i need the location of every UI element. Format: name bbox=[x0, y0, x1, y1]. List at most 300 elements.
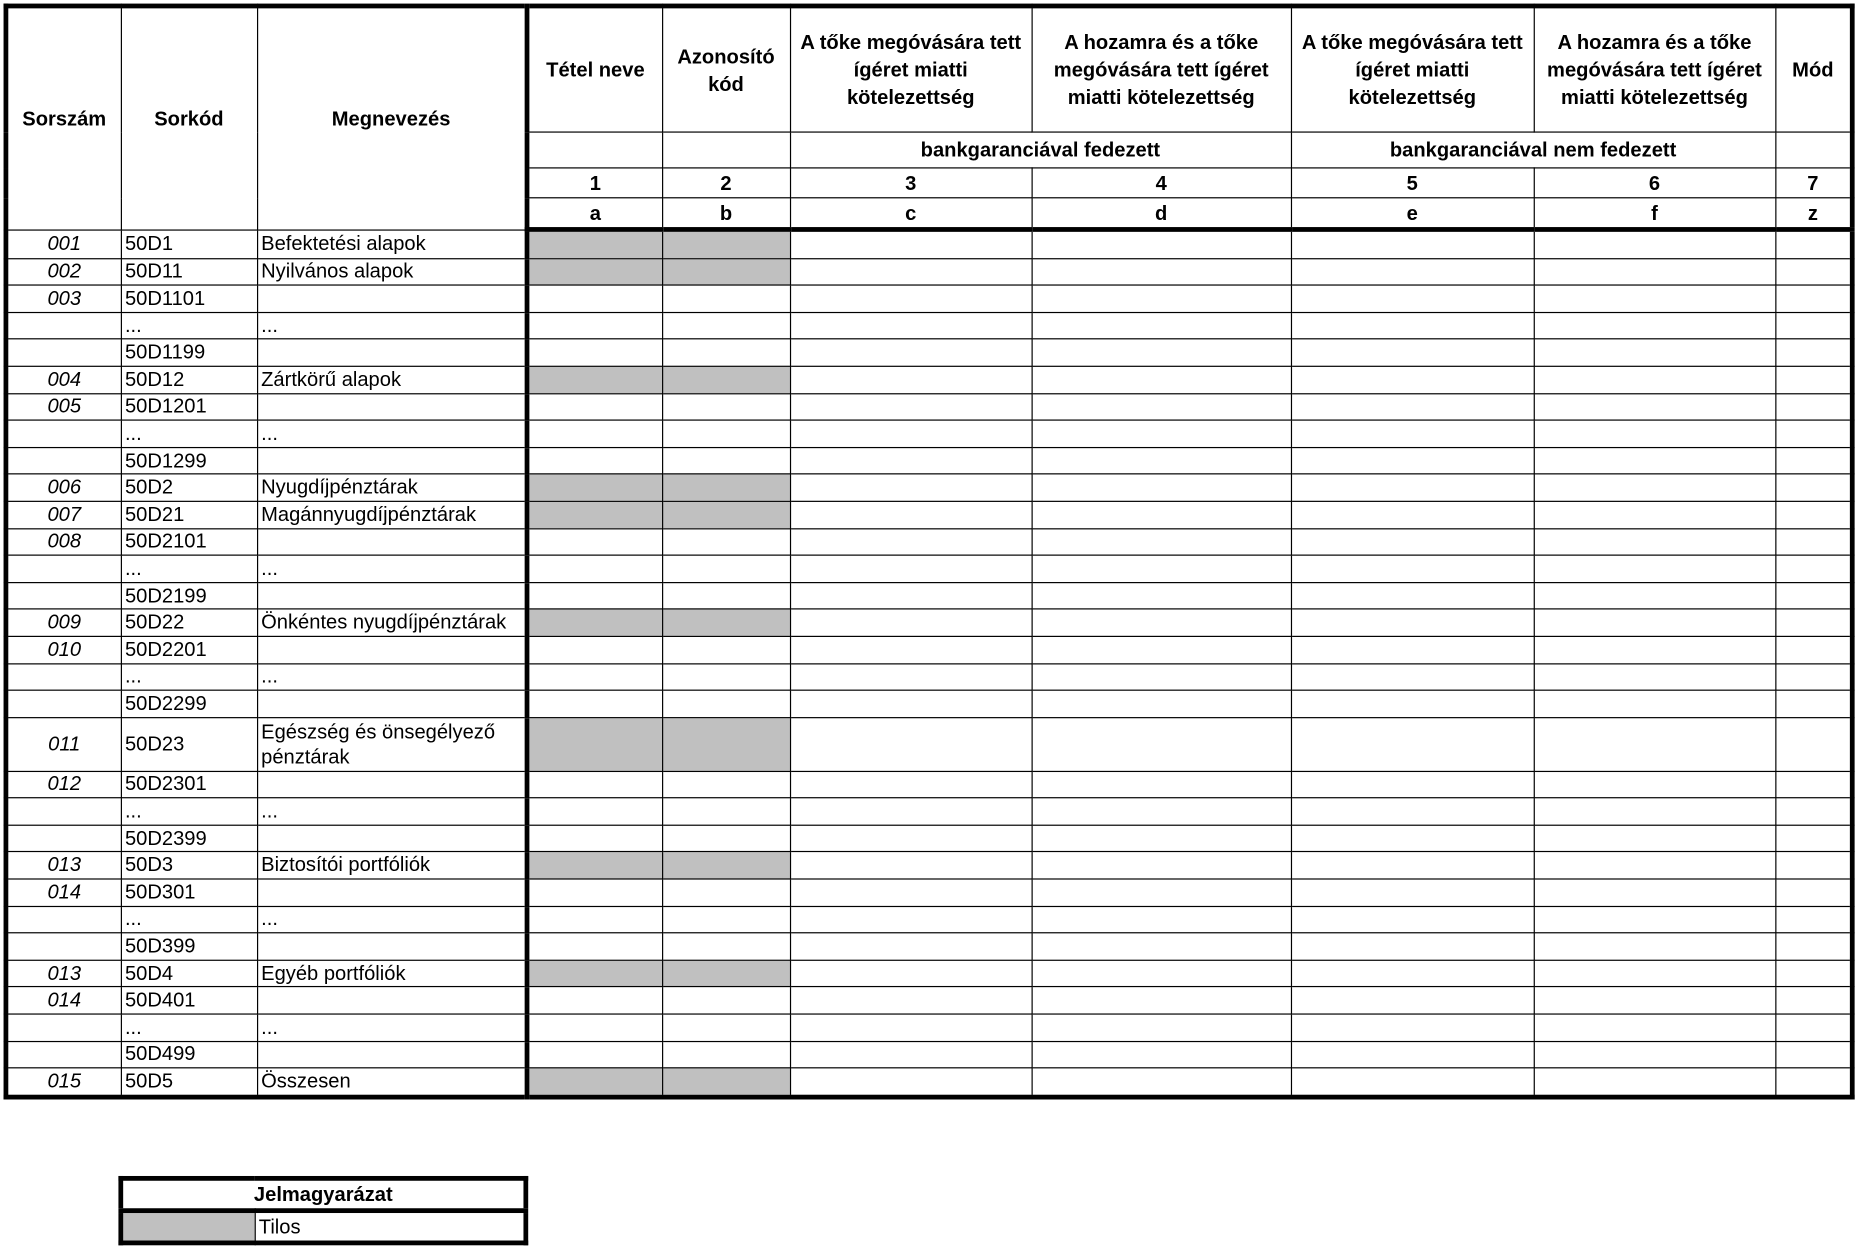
cell-input-col6[interactable] bbox=[1534, 771, 1776, 798]
legend bbox=[118, 1176, 528, 1245]
cell-input-col4[interactable] bbox=[1032, 420, 1291, 447]
cell-input-col5[interactable] bbox=[1291, 933, 1534, 960]
header-number: 4 bbox=[1032, 168, 1291, 198]
cell-sorszam: 002 bbox=[6, 258, 121, 285]
cell-input-col3[interactable] bbox=[790, 1014, 1032, 1041]
cell-input-col3[interactable] bbox=[790, 1041, 1032, 1068]
cell-input-col5[interactable] bbox=[1291, 285, 1534, 312]
cell-input-tetel-neve[interactable] bbox=[527, 879, 662, 906]
cell-input-col3[interactable] bbox=[790, 798, 1032, 825]
cell-input-col3[interactable] bbox=[790, 663, 1032, 690]
cell-sorszam bbox=[6, 825, 121, 852]
cell-input-azonosito-kod[interactable] bbox=[662, 636, 790, 663]
table-row bbox=[6, 582, 1852, 609]
cell-input-col6[interactable] bbox=[1534, 447, 1776, 474]
cell-input-col3[interactable] bbox=[790, 501, 1032, 528]
cell-input-mod[interactable] bbox=[1775, 420, 1852, 447]
cell-input-azonosito-kod[interactable] bbox=[662, 771, 790, 798]
table-row bbox=[6, 933, 1852, 960]
cell-input-col4[interactable] bbox=[1032, 663, 1291, 690]
cell-input-col6[interactable] bbox=[1534, 229, 1776, 258]
cell-input-col5[interactable] bbox=[1291, 474, 1534, 501]
cell-input-col3[interactable] bbox=[790, 933, 1032, 960]
cell-input-col3[interactable] bbox=[790, 609, 1032, 636]
cell-sorkod: 50D1101 bbox=[121, 285, 257, 312]
cell-input-col5[interactable] bbox=[1291, 339, 1534, 366]
cell-input-tetel-neve[interactable] bbox=[527, 420, 662, 447]
cell-input-col5[interactable] bbox=[1291, 825, 1534, 852]
cell-input-col5[interactable] bbox=[1291, 528, 1534, 555]
cell-input-mod[interactable] bbox=[1775, 258, 1852, 285]
cell-sorkod: 50D22 bbox=[121, 609, 257, 636]
table-row bbox=[6, 339, 1852, 366]
cell-input-col6[interactable] bbox=[1534, 717, 1776, 771]
header-col4: A hozamra és a tőke megóvására tett ígéret miatti kötelezettség bbox=[1032, 6, 1291, 132]
table-row bbox=[6, 906, 1852, 933]
cell-input-mod[interactable] bbox=[1775, 663, 1852, 690]
cell-input-col6[interactable] bbox=[1534, 474, 1776, 501]
cell-input-col4[interactable] bbox=[1032, 690, 1291, 717]
cell-input-col5[interactable] bbox=[1291, 1041, 1534, 1068]
cell-input-col4[interactable] bbox=[1032, 987, 1291, 1014]
cell-input-col4[interactable] bbox=[1032, 528, 1291, 555]
cell-sorszam: 014 bbox=[6, 987, 121, 1014]
cell-input-col6[interactable] bbox=[1534, 690, 1776, 717]
cell-input-azonosito-kod[interactable] bbox=[662, 879, 790, 906]
cell-input-mod[interactable] bbox=[1775, 798, 1852, 825]
cell-forbidden bbox=[662, 501, 790, 528]
cell-input-col3[interactable] bbox=[790, 825, 1032, 852]
cell-input-col6[interactable] bbox=[1534, 987, 1776, 1014]
cell-input-mod[interactable] bbox=[1775, 528, 1852, 555]
cell-input-col4[interactable] bbox=[1032, 582, 1291, 609]
table-row bbox=[6, 528, 1852, 555]
header-empty-z bbox=[1775, 132, 1852, 168]
cell-input-tetel-neve[interactable] bbox=[527, 663, 662, 690]
cell-input-tetel-neve[interactable] bbox=[527, 312, 662, 339]
cell-input-tetel-neve[interactable] bbox=[527, 690, 662, 717]
cell-megnevezes bbox=[257, 771, 527, 798]
table-row bbox=[6, 1068, 1852, 1097]
cell-sorszam: 004 bbox=[6, 366, 121, 393]
cell-input-col3[interactable] bbox=[790, 879, 1032, 906]
cell-input-azonosito-kod[interactable] bbox=[662, 447, 790, 474]
cell-input-tetel-neve[interactable] bbox=[527, 906, 662, 933]
cell-sorszam bbox=[6, 447, 121, 474]
cell-input-mod[interactable] bbox=[1775, 1068, 1852, 1097]
cell-megnevezes: Nyugdíjpénztárak bbox=[257, 474, 527, 501]
cell-input-col6[interactable] bbox=[1534, 582, 1776, 609]
cell-sorszam: 003 bbox=[6, 285, 121, 312]
header-letter: d bbox=[1032, 198, 1291, 230]
cell-input-col6[interactable] bbox=[1534, 555, 1776, 582]
cell-input-col4[interactable] bbox=[1032, 636, 1291, 663]
cell-input-mod[interactable] bbox=[1775, 879, 1852, 906]
table-body bbox=[6, 229, 1852, 1096]
table-row bbox=[6, 474, 1852, 501]
cell-input-col4[interactable] bbox=[1032, 852, 1291, 879]
cell-megnevezes bbox=[257, 1041, 527, 1068]
cell-input-azonosito-kod[interactable] bbox=[662, 825, 790, 852]
header-letter: e bbox=[1291, 198, 1534, 230]
cell-input-mod[interactable] bbox=[1775, 285, 1852, 312]
cell-input-col4[interactable] bbox=[1032, 771, 1291, 798]
cell-input-col5[interactable] bbox=[1291, 366, 1534, 393]
cell-input-mod[interactable] bbox=[1775, 447, 1852, 474]
cell-input-azonosito-kod[interactable] bbox=[662, 582, 790, 609]
cell-megnevezes: ... bbox=[257, 420, 527, 447]
header-sorkod: Sorkód bbox=[121, 6, 257, 229]
header-number: 2 bbox=[662, 168, 790, 198]
cell-sorkod: ... bbox=[121, 555, 257, 582]
cell-input-col6[interactable] bbox=[1534, 960, 1776, 987]
cell-input-azonosito-kod[interactable] bbox=[662, 1014, 790, 1041]
cell-input-col3[interactable] bbox=[790, 1068, 1032, 1097]
table-row bbox=[6, 393, 1852, 420]
cell-input-tetel-neve[interactable] bbox=[527, 447, 662, 474]
cell-input-col4[interactable] bbox=[1032, 555, 1291, 582]
cell-input-col4[interactable] bbox=[1032, 960, 1291, 987]
cell-input-tetel-neve[interactable] bbox=[527, 636, 662, 663]
cell-input-tetel-neve[interactable] bbox=[527, 1041, 662, 1068]
cell-input-col4[interactable] bbox=[1032, 825, 1291, 852]
cell-input-azonosito-kod[interactable] bbox=[662, 933, 790, 960]
cell-input-col4[interactable] bbox=[1032, 312, 1291, 339]
cell-input-mod[interactable] bbox=[1775, 825, 1852, 852]
table-row bbox=[6, 663, 1852, 690]
cell-input-tetel-neve[interactable] bbox=[527, 339, 662, 366]
cell-input-col6[interactable] bbox=[1534, 609, 1776, 636]
cell-input-col5[interactable] bbox=[1291, 636, 1534, 663]
cell-input-tetel-neve[interactable] bbox=[527, 933, 662, 960]
cell-input-tetel-neve[interactable] bbox=[527, 987, 662, 1014]
cell-megnevezes: Nyilvános alapok bbox=[257, 258, 527, 285]
cell-input-col5[interactable] bbox=[1291, 555, 1534, 582]
cell-input-azonosito-kod[interactable] bbox=[662, 906, 790, 933]
cell-input-col4[interactable] bbox=[1032, 717, 1291, 771]
header-number: 7 bbox=[1775, 168, 1852, 198]
cell-input-col6[interactable] bbox=[1534, 312, 1776, 339]
cell-input-col4[interactable] bbox=[1032, 1014, 1291, 1041]
cell-sorszam bbox=[6, 1041, 121, 1068]
cell-sorkod: ... bbox=[121, 1014, 257, 1041]
cell-input-col3[interactable] bbox=[790, 717, 1032, 771]
cell-input-col5[interactable] bbox=[1291, 312, 1534, 339]
cell-sorkod: 50D499 bbox=[121, 1041, 257, 1068]
cell-input-azonosito-kod[interactable] bbox=[662, 663, 790, 690]
cell-input-mod[interactable] bbox=[1775, 229, 1852, 258]
cell-input-col6[interactable] bbox=[1534, 798, 1776, 825]
cell-megnevezes: ... bbox=[257, 906, 527, 933]
cell-input-mod[interactable] bbox=[1775, 501, 1852, 528]
cell-input-mod[interactable] bbox=[1775, 555, 1852, 582]
table-row bbox=[6, 1041, 1852, 1068]
header-mod: Mód bbox=[1775, 6, 1852, 132]
cell-input-col4[interactable] bbox=[1032, 474, 1291, 501]
header-empty-a bbox=[527, 132, 662, 168]
table-row bbox=[6, 501, 1852, 528]
cell-input-tetel-neve[interactable] bbox=[527, 528, 662, 555]
cell-input-col5[interactable] bbox=[1291, 258, 1534, 285]
cell-input-col6[interactable] bbox=[1534, 825, 1776, 852]
cell-input-azonosito-kod[interactable] bbox=[662, 987, 790, 1014]
header-number: 6 bbox=[1534, 168, 1776, 198]
cell-input-col6[interactable] bbox=[1534, 501, 1776, 528]
cell-sorkod: 50D1199 bbox=[121, 339, 257, 366]
cell-input-mod[interactable] bbox=[1775, 339, 1852, 366]
cell-input-azonosito-kod[interactable] bbox=[662, 285, 790, 312]
cell-megnevezes bbox=[257, 636, 527, 663]
table-row bbox=[6, 258, 1852, 285]
cell-input-tetel-neve[interactable] bbox=[527, 798, 662, 825]
cell-input-col3[interactable] bbox=[790, 690, 1032, 717]
cell-sorkod: 50D2199 bbox=[121, 582, 257, 609]
cell-input-azonosito-kod[interactable] bbox=[662, 420, 790, 447]
cell-input-col4[interactable] bbox=[1032, 933, 1291, 960]
cell-input-col5[interactable] bbox=[1291, 798, 1534, 825]
cell-sorkod: 50D401 bbox=[121, 987, 257, 1014]
cell-input-col6[interactable] bbox=[1534, 906, 1776, 933]
cell-input-mod[interactable] bbox=[1775, 771, 1852, 798]
cell-input-col6[interactable] bbox=[1534, 366, 1776, 393]
cell-input-col3[interactable] bbox=[790, 582, 1032, 609]
cell-input-col4[interactable] bbox=[1032, 258, 1291, 285]
cell-input-col4[interactable] bbox=[1032, 798, 1291, 825]
cell-megnevezes: ... bbox=[257, 555, 527, 582]
cell-input-col3[interactable] bbox=[790, 528, 1032, 555]
header-letter: z bbox=[1775, 198, 1852, 230]
cell-input-mod[interactable] bbox=[1775, 987, 1852, 1014]
cell-input-col5[interactable] bbox=[1291, 420, 1534, 447]
cell-input-azonosito-kod[interactable] bbox=[662, 798, 790, 825]
cell-input-col4[interactable] bbox=[1032, 366, 1291, 393]
table-row bbox=[6, 1014, 1852, 1041]
cell-forbidden bbox=[527, 960, 662, 987]
table-row bbox=[6, 285, 1852, 312]
header-letter: a bbox=[527, 198, 662, 230]
cell-input-col3[interactable] bbox=[790, 960, 1032, 987]
cell-input-tetel-neve[interactable] bbox=[527, 771, 662, 798]
cell-sorkod: 50D21 bbox=[121, 501, 257, 528]
cell-input-col6[interactable] bbox=[1534, 879, 1776, 906]
cell-megnevezes bbox=[257, 825, 527, 852]
header-number: 5 bbox=[1291, 168, 1534, 198]
cell-sorkod: 50D2 bbox=[121, 474, 257, 501]
cell-sorszam: 007 bbox=[6, 501, 121, 528]
cell-input-col3[interactable] bbox=[790, 285, 1032, 312]
cell-input-mod[interactable] bbox=[1775, 933, 1852, 960]
table-row bbox=[6, 852, 1852, 879]
cell-input-tetel-neve[interactable] bbox=[527, 1014, 662, 1041]
cell-input-mod[interactable] bbox=[1775, 852, 1852, 879]
cell-input-azonosito-kod[interactable] bbox=[662, 1041, 790, 1068]
legend-label: Tilos bbox=[255, 1211, 526, 1243]
cell-input-col5[interactable] bbox=[1291, 879, 1534, 906]
cell-input-mod[interactable] bbox=[1775, 906, 1852, 933]
cell-input-col5[interactable] bbox=[1291, 582, 1534, 609]
cell-input-mod[interactable] bbox=[1775, 960, 1852, 987]
cell-input-tetel-neve[interactable] bbox=[527, 582, 662, 609]
header-tetel-neve: Tétel neve bbox=[527, 6, 662, 132]
cell-input-col6[interactable] bbox=[1534, 1014, 1776, 1041]
cell-input-col5[interactable] bbox=[1291, 663, 1534, 690]
cell-sorkod: 50D3 bbox=[121, 852, 257, 879]
cell-input-col5[interactable] bbox=[1291, 447, 1534, 474]
cell-input-col3[interactable] bbox=[790, 771, 1032, 798]
cell-megnevezes: Önkéntes nyugdíjpénztárak bbox=[257, 609, 527, 636]
cell-input-col4[interactable] bbox=[1032, 393, 1291, 420]
cell-forbidden bbox=[527, 852, 662, 879]
cell-sorkod: 50D2201 bbox=[121, 636, 257, 663]
cell-input-col3[interactable] bbox=[790, 339, 1032, 366]
cell-input-col3[interactable] bbox=[790, 420, 1032, 447]
cell-input-azonosito-kod[interactable] bbox=[662, 690, 790, 717]
cell-input-col5[interactable] bbox=[1291, 609, 1534, 636]
cell-forbidden bbox=[662, 717, 790, 771]
cell-sorszam bbox=[6, 933, 121, 960]
header-number: 3 bbox=[790, 168, 1032, 198]
cell-sorkod: 50D301 bbox=[121, 879, 257, 906]
cell-input-col3[interactable] bbox=[790, 393, 1032, 420]
cell-sorkod: 50D399 bbox=[121, 933, 257, 960]
cell-input-mod[interactable] bbox=[1775, 609, 1852, 636]
cell-megnevezes bbox=[257, 447, 527, 474]
cell-input-mod[interactable] bbox=[1775, 474, 1852, 501]
table-row bbox=[6, 690, 1852, 717]
cell-input-azonosito-kod[interactable] bbox=[662, 393, 790, 420]
cell-input-col5[interactable] bbox=[1291, 717, 1534, 771]
table-row bbox=[6, 312, 1852, 339]
cell-input-col4[interactable] bbox=[1032, 906, 1291, 933]
cell-input-mod[interactable] bbox=[1775, 312, 1852, 339]
cell-input-tetel-neve[interactable] bbox=[527, 285, 662, 312]
cell-sorszam: 012 bbox=[6, 771, 121, 798]
cell-input-mod[interactable] bbox=[1775, 1014, 1852, 1041]
cell-input-mod[interactable] bbox=[1775, 366, 1852, 393]
cell-sorkod: ... bbox=[121, 312, 257, 339]
table-row bbox=[6, 420, 1852, 447]
cell-input-tetel-neve[interactable] bbox=[527, 393, 662, 420]
cell-sorkod: 50D1201 bbox=[121, 393, 257, 420]
cell-input-col6[interactable] bbox=[1534, 1041, 1776, 1068]
cell-forbidden bbox=[662, 258, 790, 285]
cell-sorszam: 013 bbox=[6, 960, 121, 987]
cell-sorkod: 50D5 bbox=[121, 1068, 257, 1097]
cell-sorkod: ... bbox=[121, 663, 257, 690]
cell-megnevezes bbox=[257, 528, 527, 555]
cell-input-col6[interactable] bbox=[1534, 528, 1776, 555]
cell-input-col6[interactable] bbox=[1534, 339, 1776, 366]
cell-sorszam: 001 bbox=[6, 229, 121, 258]
cell-input-col3[interactable] bbox=[790, 447, 1032, 474]
cell-input-col5[interactable] bbox=[1291, 1014, 1534, 1041]
cell-input-col3[interactable] bbox=[790, 852, 1032, 879]
cell-input-mod[interactable] bbox=[1775, 582, 1852, 609]
header-megnevezes: Megnevezés bbox=[257, 6, 527, 229]
cell-megnevezes bbox=[257, 933, 527, 960]
cell-input-col6[interactable] bbox=[1534, 258, 1776, 285]
cell-input-col5[interactable] bbox=[1291, 501, 1534, 528]
cell-input-col3[interactable] bbox=[790, 474, 1032, 501]
cell-input-col5[interactable] bbox=[1291, 771, 1534, 798]
cell-input-col3[interactable] bbox=[790, 258, 1032, 285]
cell-megnevezes bbox=[257, 339, 527, 366]
cell-input-col6[interactable] bbox=[1534, 420, 1776, 447]
cell-sorszam: 008 bbox=[6, 528, 121, 555]
cell-forbidden bbox=[527, 229, 662, 258]
cell-megnevezes: Egyéb portfóliók bbox=[257, 960, 527, 987]
cell-input-col4[interactable] bbox=[1032, 285, 1291, 312]
table-row bbox=[6, 366, 1852, 393]
cell-input-col4[interactable] bbox=[1032, 609, 1291, 636]
table-row bbox=[6, 717, 1852, 771]
cell-input-col3[interactable] bbox=[790, 906, 1032, 933]
cell-forbidden bbox=[527, 258, 662, 285]
cell-input-col4[interactable] bbox=[1032, 879, 1291, 906]
header-empty-b bbox=[662, 132, 790, 168]
cell-input-col4[interactable] bbox=[1032, 447, 1291, 474]
cell-input-col6[interactable] bbox=[1534, 852, 1776, 879]
cell-input-col3[interactable] bbox=[790, 987, 1032, 1014]
cell-input-col6[interactable] bbox=[1534, 1068, 1776, 1097]
cell-input-azonosito-kod[interactable] bbox=[662, 312, 790, 339]
cell-input-col6[interactable] bbox=[1534, 393, 1776, 420]
table-header bbox=[6, 6, 1852, 229]
cell-input-col5[interactable] bbox=[1291, 906, 1534, 933]
cell-input-col5[interactable] bbox=[1291, 852, 1534, 879]
cell-input-col6[interactable] bbox=[1534, 933, 1776, 960]
cell-sorszam bbox=[6, 1014, 121, 1041]
cell-input-col3[interactable] bbox=[790, 312, 1032, 339]
cell-input-azonosito-kod[interactable] bbox=[662, 528, 790, 555]
cell-input-mod[interactable] bbox=[1775, 393, 1852, 420]
cell-input-col6[interactable] bbox=[1534, 636, 1776, 663]
cell-input-col4[interactable] bbox=[1032, 1041, 1291, 1068]
cell-input-col5[interactable] bbox=[1291, 960, 1534, 987]
cell-input-mod[interactable] bbox=[1775, 717, 1852, 771]
cell-sorszam: 013 bbox=[6, 852, 121, 879]
cell-input-col3[interactable] bbox=[790, 636, 1032, 663]
cell-input-col5[interactable] bbox=[1291, 393, 1534, 420]
cell-input-tetel-neve[interactable] bbox=[527, 825, 662, 852]
cell-input-col6[interactable] bbox=[1534, 285, 1776, 312]
cell-input-col3[interactable] bbox=[790, 366, 1032, 393]
cell-input-azonosito-kod[interactable] bbox=[662, 555, 790, 582]
cell-sorkod: 50D11 bbox=[121, 258, 257, 285]
header-col5: A tőke megóvására tett ígéret miatti kötelezettség bbox=[1291, 6, 1534, 132]
cell-input-mod[interactable] bbox=[1775, 636, 1852, 663]
cell-input-col4[interactable] bbox=[1032, 229, 1291, 258]
cell-input-azonosito-kod[interactable] bbox=[662, 339, 790, 366]
cell-sorkod: 50D1 bbox=[121, 229, 257, 258]
header-group-fedezett: bankgaranciával fedezett bbox=[790, 132, 1291, 168]
cell-input-mod[interactable] bbox=[1775, 1041, 1852, 1068]
cell-input-col5[interactable] bbox=[1291, 987, 1534, 1014]
cell-input-mod[interactable] bbox=[1775, 690, 1852, 717]
cell-input-col5[interactable] bbox=[1291, 690, 1534, 717]
cell-input-tetel-neve[interactable] bbox=[527, 555, 662, 582]
cell-input-col5[interactable] bbox=[1291, 1068, 1534, 1097]
cell-input-col4[interactable] bbox=[1032, 1068, 1291, 1097]
cell-input-col4[interactable] bbox=[1032, 501, 1291, 528]
cell-input-col5[interactable] bbox=[1291, 229, 1534, 258]
cell-input-col3[interactable] bbox=[790, 555, 1032, 582]
cell-input-col4[interactable] bbox=[1032, 339, 1291, 366]
header-sorszam: Sorszám bbox=[6, 6, 121, 229]
cell-input-col6[interactable] bbox=[1534, 663, 1776, 690]
cell-sorkod: 50D12 bbox=[121, 366, 257, 393]
cell-input-col3[interactable] bbox=[790, 229, 1032, 258]
